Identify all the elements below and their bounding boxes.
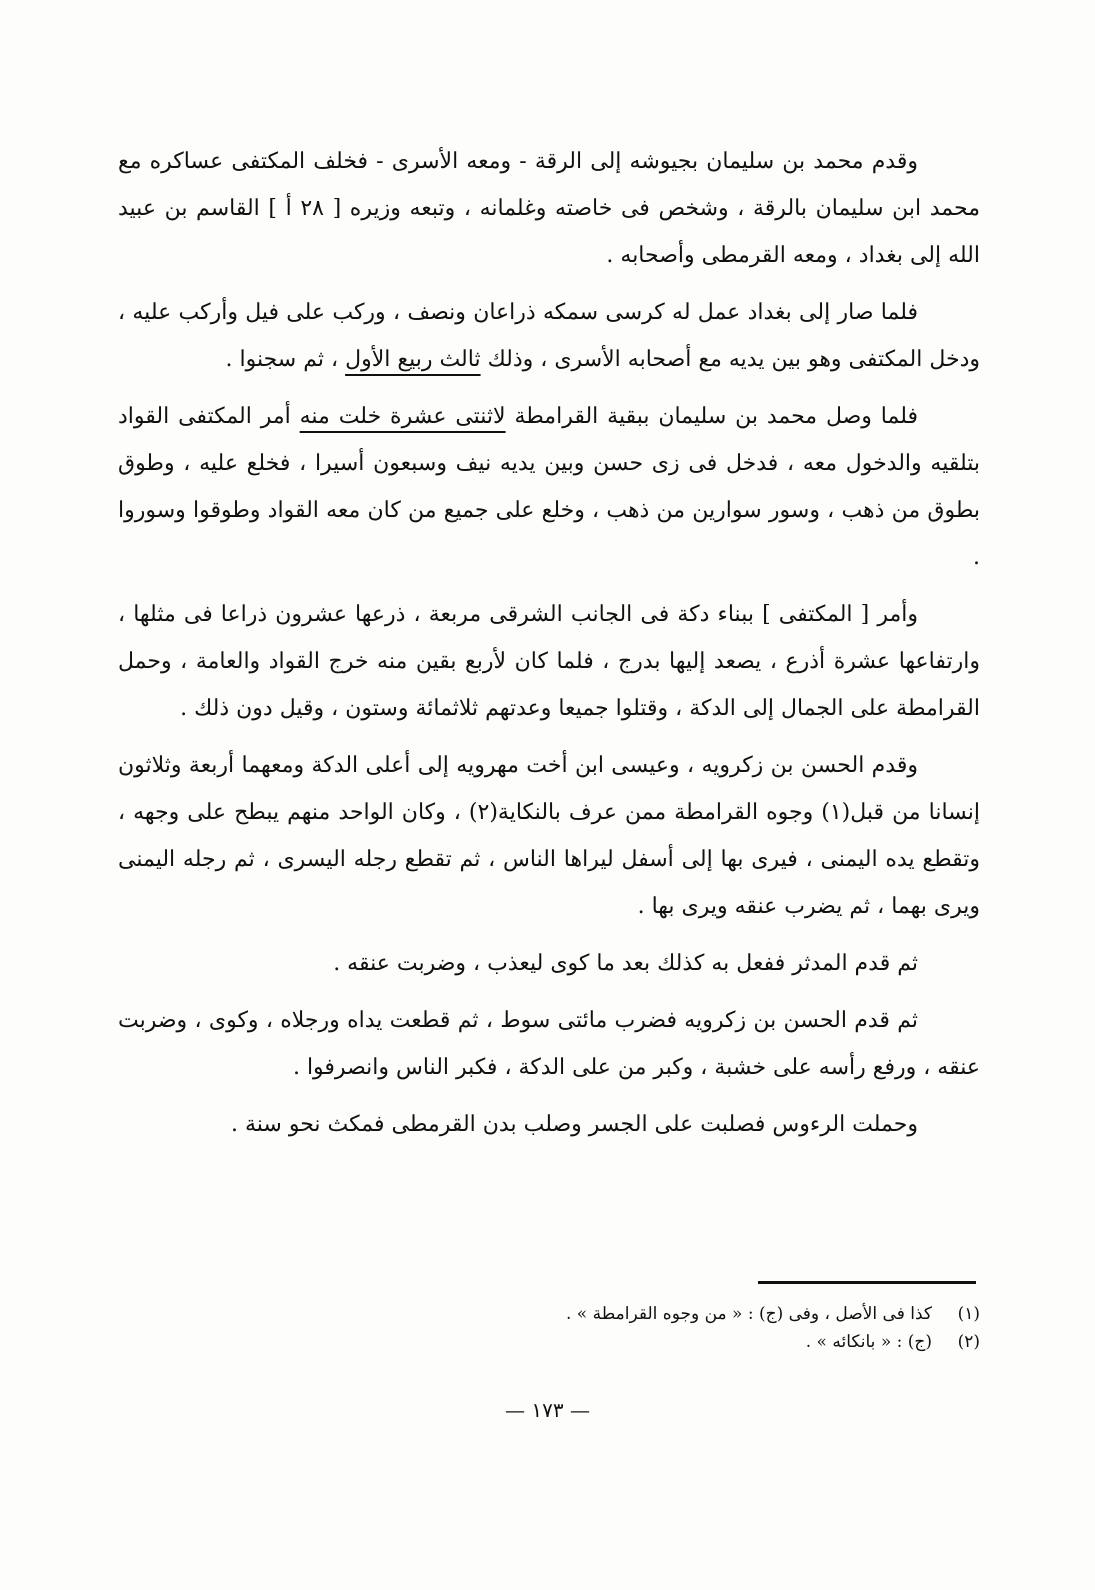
paragraph-8: وحملت الرءوس فصلبت على الجسر وصلب بدن القرمطى فمكث نحو سنة . [231,1112,918,1137]
paragraph-6: ثم قدم المدثر ففعل به كذلك بعد ما كوى ليعذب ، وضربت عنقه . [333,951,918,976]
paragraph-3 [118,393,980,581]
underlined-day-phrase: لاثنتى عشرة خلت منه [299,404,506,429]
footnote-1-number: (١) [957,1304,980,1324]
paragraph-3-text-after: أمر المكتفى القواد بتلقيه والدخول معه ، فدخل فى زى حسن وبين يديه نيف وسبعون أسيرا ، فخلع عليه ، وطوق بطوق من ذهب ، وسور سوارين من ذهب ، وخلع على جميع من كان معه القواد وطوقوا وسوروا . [118,404,981,570]
footnotes [420,1300,980,1356]
page-number: — ١٧٣ — [505,1398,590,1422]
paragraph-2-text-after: ، ثم سجنوا . [225,347,339,372]
main-text [118,138,980,1158]
paragraph-7: ثم قدم الحسن بن زكرويه فضرب مائتى سوط ، ثم قطعت يداه ورجلاه ، وكوى ، وضربت عنقه ، ورفع رأسه على خشبة ، وكبر من على الدكة ، فكبر الناس وانصرفوا . [118,1008,980,1080]
footnote-divider [758,1281,976,1284]
paragraph-3-text-before: فلما وصل محمد بن سليمان ببقية القرامطة [514,404,918,429]
footnote-2-number: (٢) [957,1332,980,1352]
footnote-2 [420,1328,980,1356]
paragraph-2 [118,289,980,383]
footnote-1-text: كذا فى الأصل ، وفى (ج) : « من وجوه القرامطة » . [566,1304,932,1324]
footnote-1 [420,1300,980,1328]
paragraph-2-text-before: فلما صار إلى بغداد عمل له كرسى سمكه ذراعان ونصف ، وركب على فيل وأركب عليه ، ودخل المكتفى وهو بين يديه مع أصحابه الأسرى ، وذلك [118,300,980,372]
paragraph-1: وقدم محمد بن سليمان بجيوشه إلى الرقة - ومعه الأسرى - فخلف المكتفى عساكره مع محمد ابن سليمان بالرقة ، وشخص فى خاصته وغلمانه ، وتبعه وزيره [ ٢٨ أ ] القاسم بن عبيد الله إلى بغداد ، ومعه القرمطى وأصحابه . [118,149,980,268]
paragraph-4: وأمر [ المكتفى ] ببناء دكة فى الجانب الشرقى مربعة ، ذرعها عشرون ذراعا فى مثلها ، وارتفاعها عشرة أذرع ، يصعد إليها بدرج ، فلما كان لأربع بقين منه خرج القواد والعامة ، وحمل القرامطة على الجمال إلى الدكة ، وقتلوا جميعا وعدتهم ثلاثمائة وستون ، وقيل دون ذلك . [118,602,980,721]
footnote-2-text: (ج) : « بانكائه » . [805,1332,932,1352]
underlined-date-phrase: ثالث ربيع الأول [345,347,481,372]
paragraph-5: وقدم الحسن بن زكرويه ، وعيسى ابن أخت مهرويه إلى أعلى الدكة ومعهما أربعة وثلاثون إنسانا من قبل(١) وجوه القرامطة ممن عرف بالنكاية(٢) ، وكان الواحد منهم يبطح على وجهه ، وتقطع يده اليمنى ، فيرى بها إلى أسفل ليراها الناس ، ثم تقطع رجله اليسرى ، ثم رجله اليمنى ويرى بهما ، ثم يضرب عنقه ويرى بها . [118,753,981,919]
